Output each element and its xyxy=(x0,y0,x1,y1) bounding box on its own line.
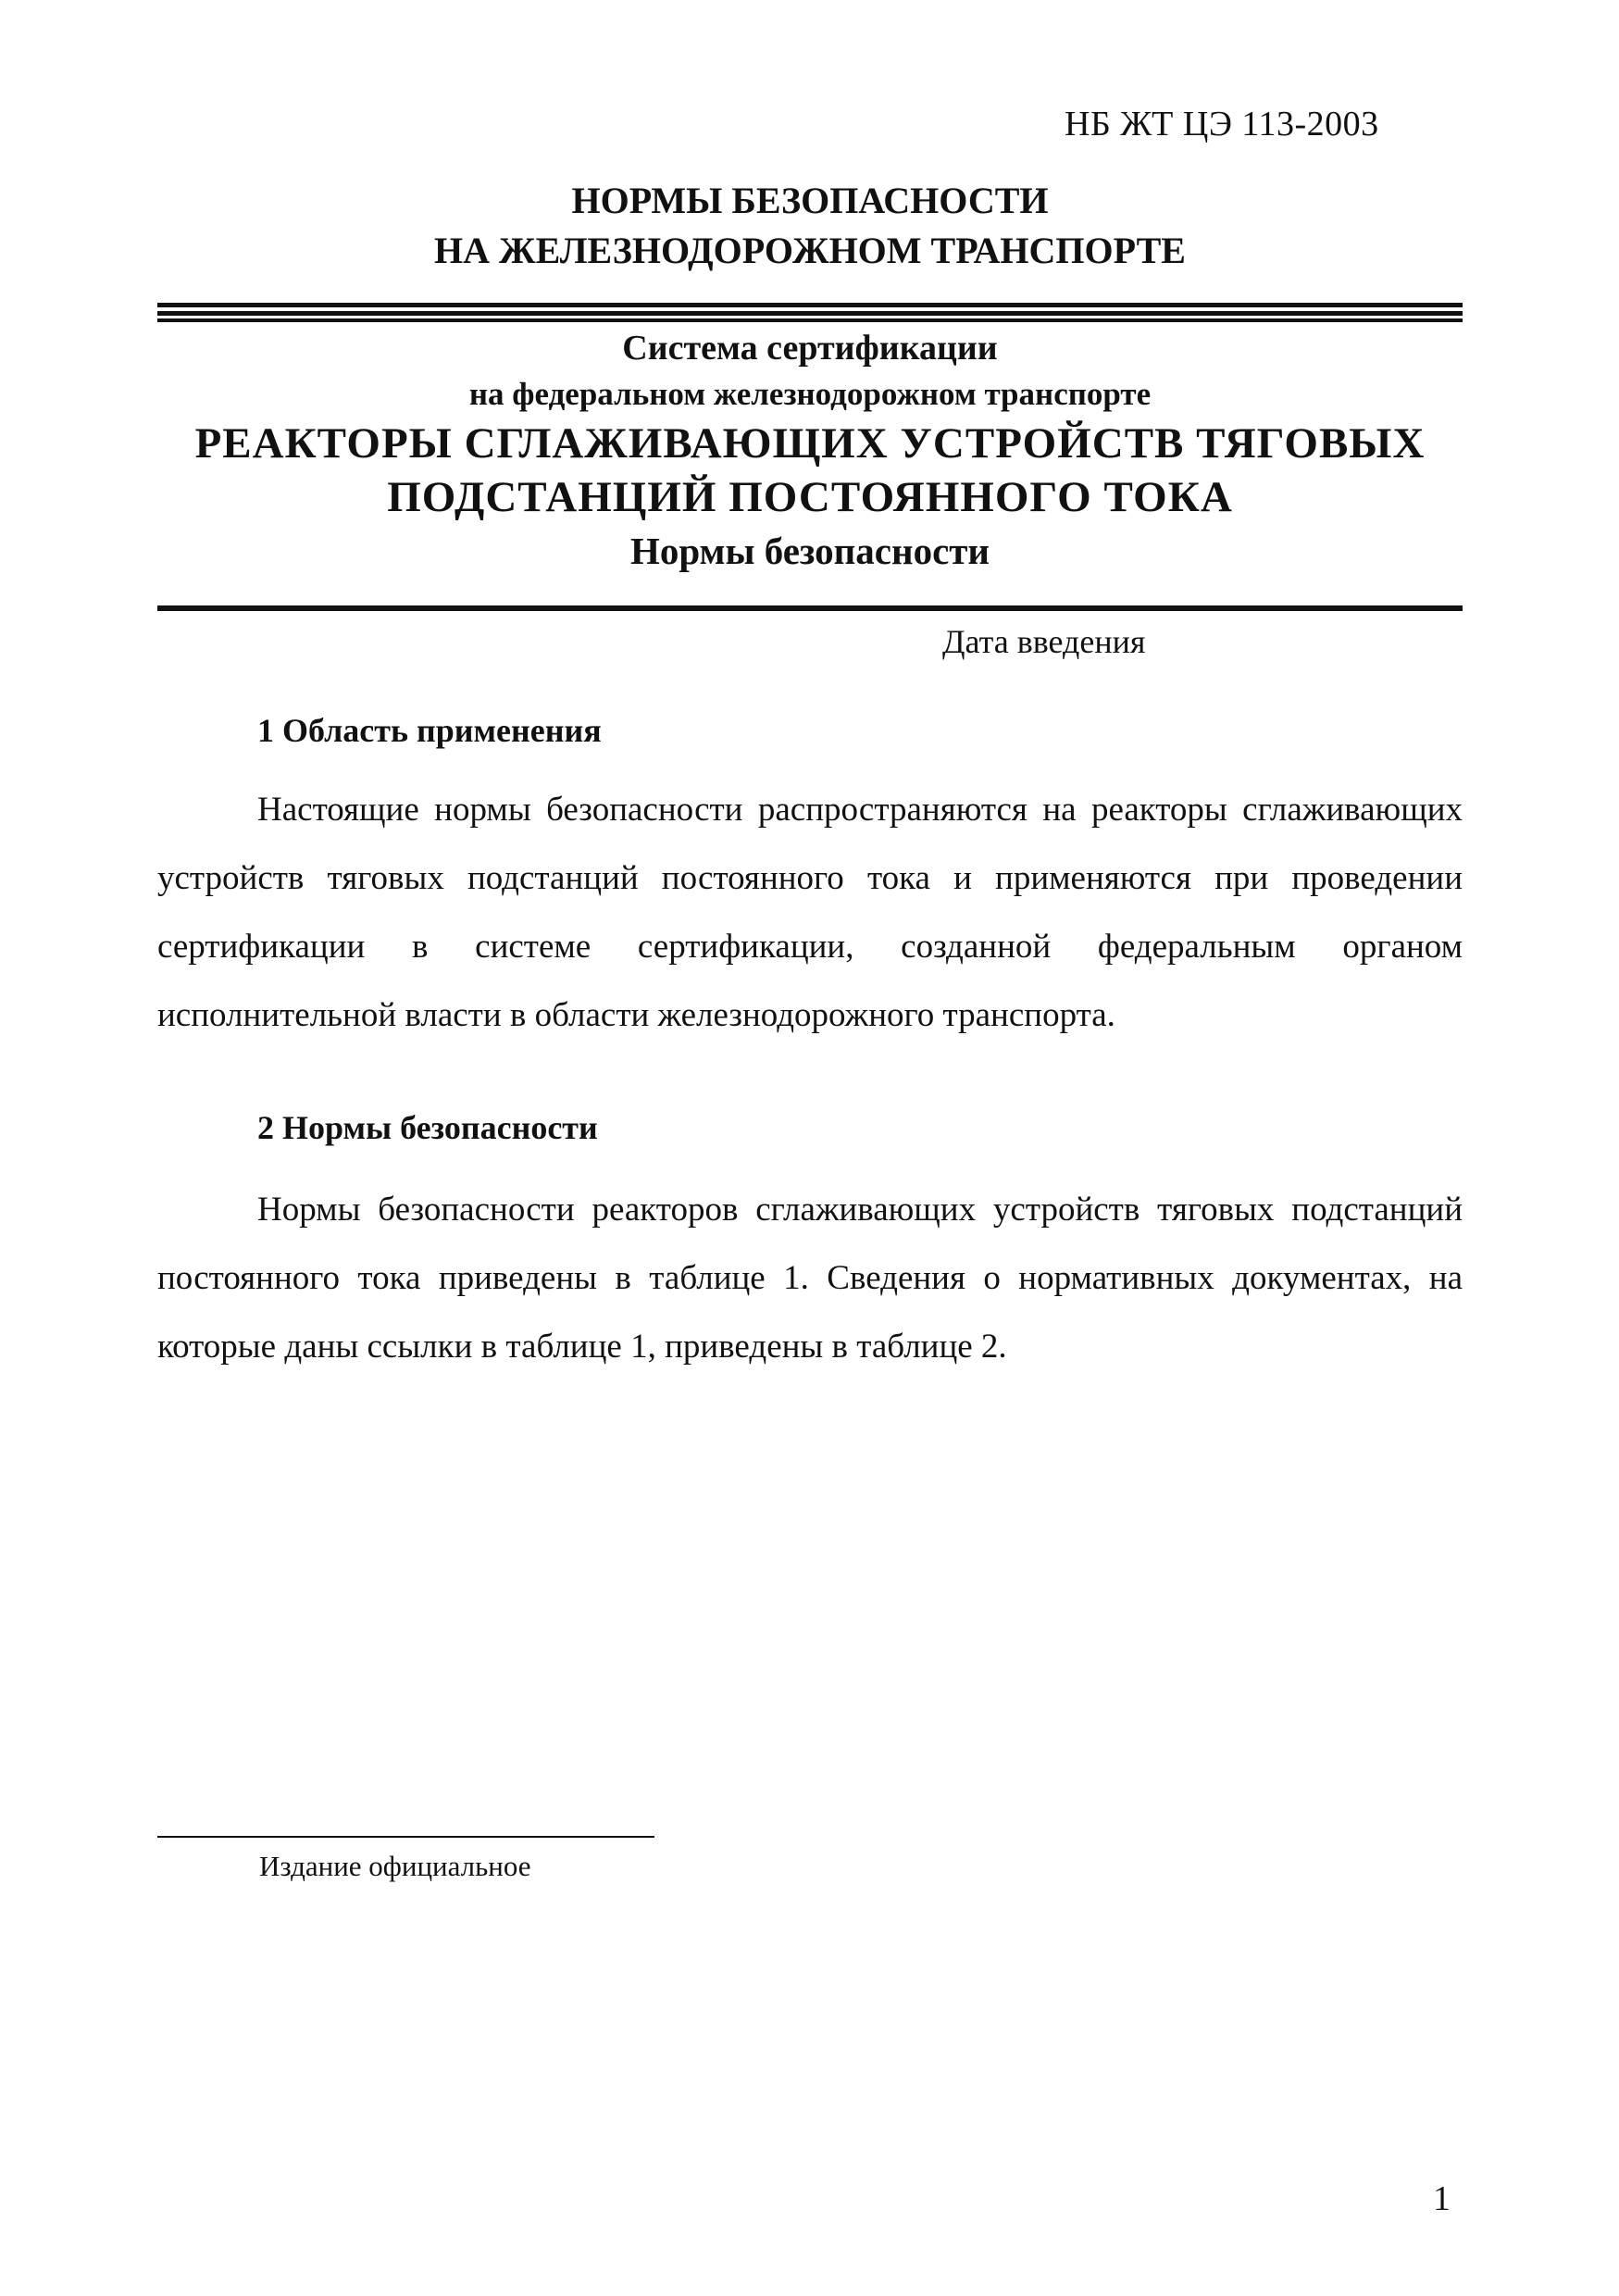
page-number: 1 xyxy=(1433,2179,1451,2218)
section-1-paragraph: Настоящие нормы безопасности распространяются на реакторы сглаживающих устройств тяговых подстанций постоянного тока и применяются при проведении сертификации в системе сертификации, созданной федеральным органом исполнительной власти в области железнодорожного транспорта. xyxy=(157,791,1463,1034)
section-2-heading: 2 Нормы безопасности xyxy=(257,1109,598,1146)
official-edition-note: Издание официальное xyxy=(259,1850,531,1882)
document-title-line-2: ПОДСТАНЦИЙ ПОСТОЯННОГО ТОКА xyxy=(387,473,1233,521)
certification-system-block xyxy=(157,324,1463,578)
header-double-rule xyxy=(157,303,1463,323)
header-title-line-2: НА ЖЕЛЕЗНОДОРОЖНОМ ТРАНСПОРТЕ xyxy=(434,230,1186,271)
rule-bar xyxy=(157,311,1463,316)
header-title-line-1: НОРМЫ БЕЗОПАСНОСТИ xyxy=(571,180,1049,221)
section-2-paragraph: Нормы безопасности реакторов сглаживающих устройств тяговых подстанций постоянного тока приведены в таблице 1. Сведения о нормативных документах, на которые даны ссылки в таблице 1, приведены в таблице 2. xyxy=(157,1191,1463,1366)
introduction-date-label: Дата введения xyxy=(942,623,1146,660)
system-name: Система сертификации xyxy=(622,329,998,368)
document-subtitle: Нормы безопасности xyxy=(629,530,990,572)
header-title xyxy=(157,176,1463,276)
document-code: НБ ЖТ ЦЭ 113-2003 xyxy=(1065,105,1379,144)
document-title-line-1: РЕАКТОРЫ СГЛАЖИВАЮЩИХ УСТРОЙСТВ ТЯГОВЫХ xyxy=(194,419,1426,468)
section-1-heading: 1 Область применения xyxy=(257,712,602,749)
footnote-rule xyxy=(157,1836,654,1838)
title-bottom-rule xyxy=(157,605,1463,611)
rule-bar xyxy=(157,303,1463,307)
system-scope: на федеральном железнодорожном транспорте xyxy=(468,376,1152,412)
rule-bar xyxy=(157,318,1463,322)
